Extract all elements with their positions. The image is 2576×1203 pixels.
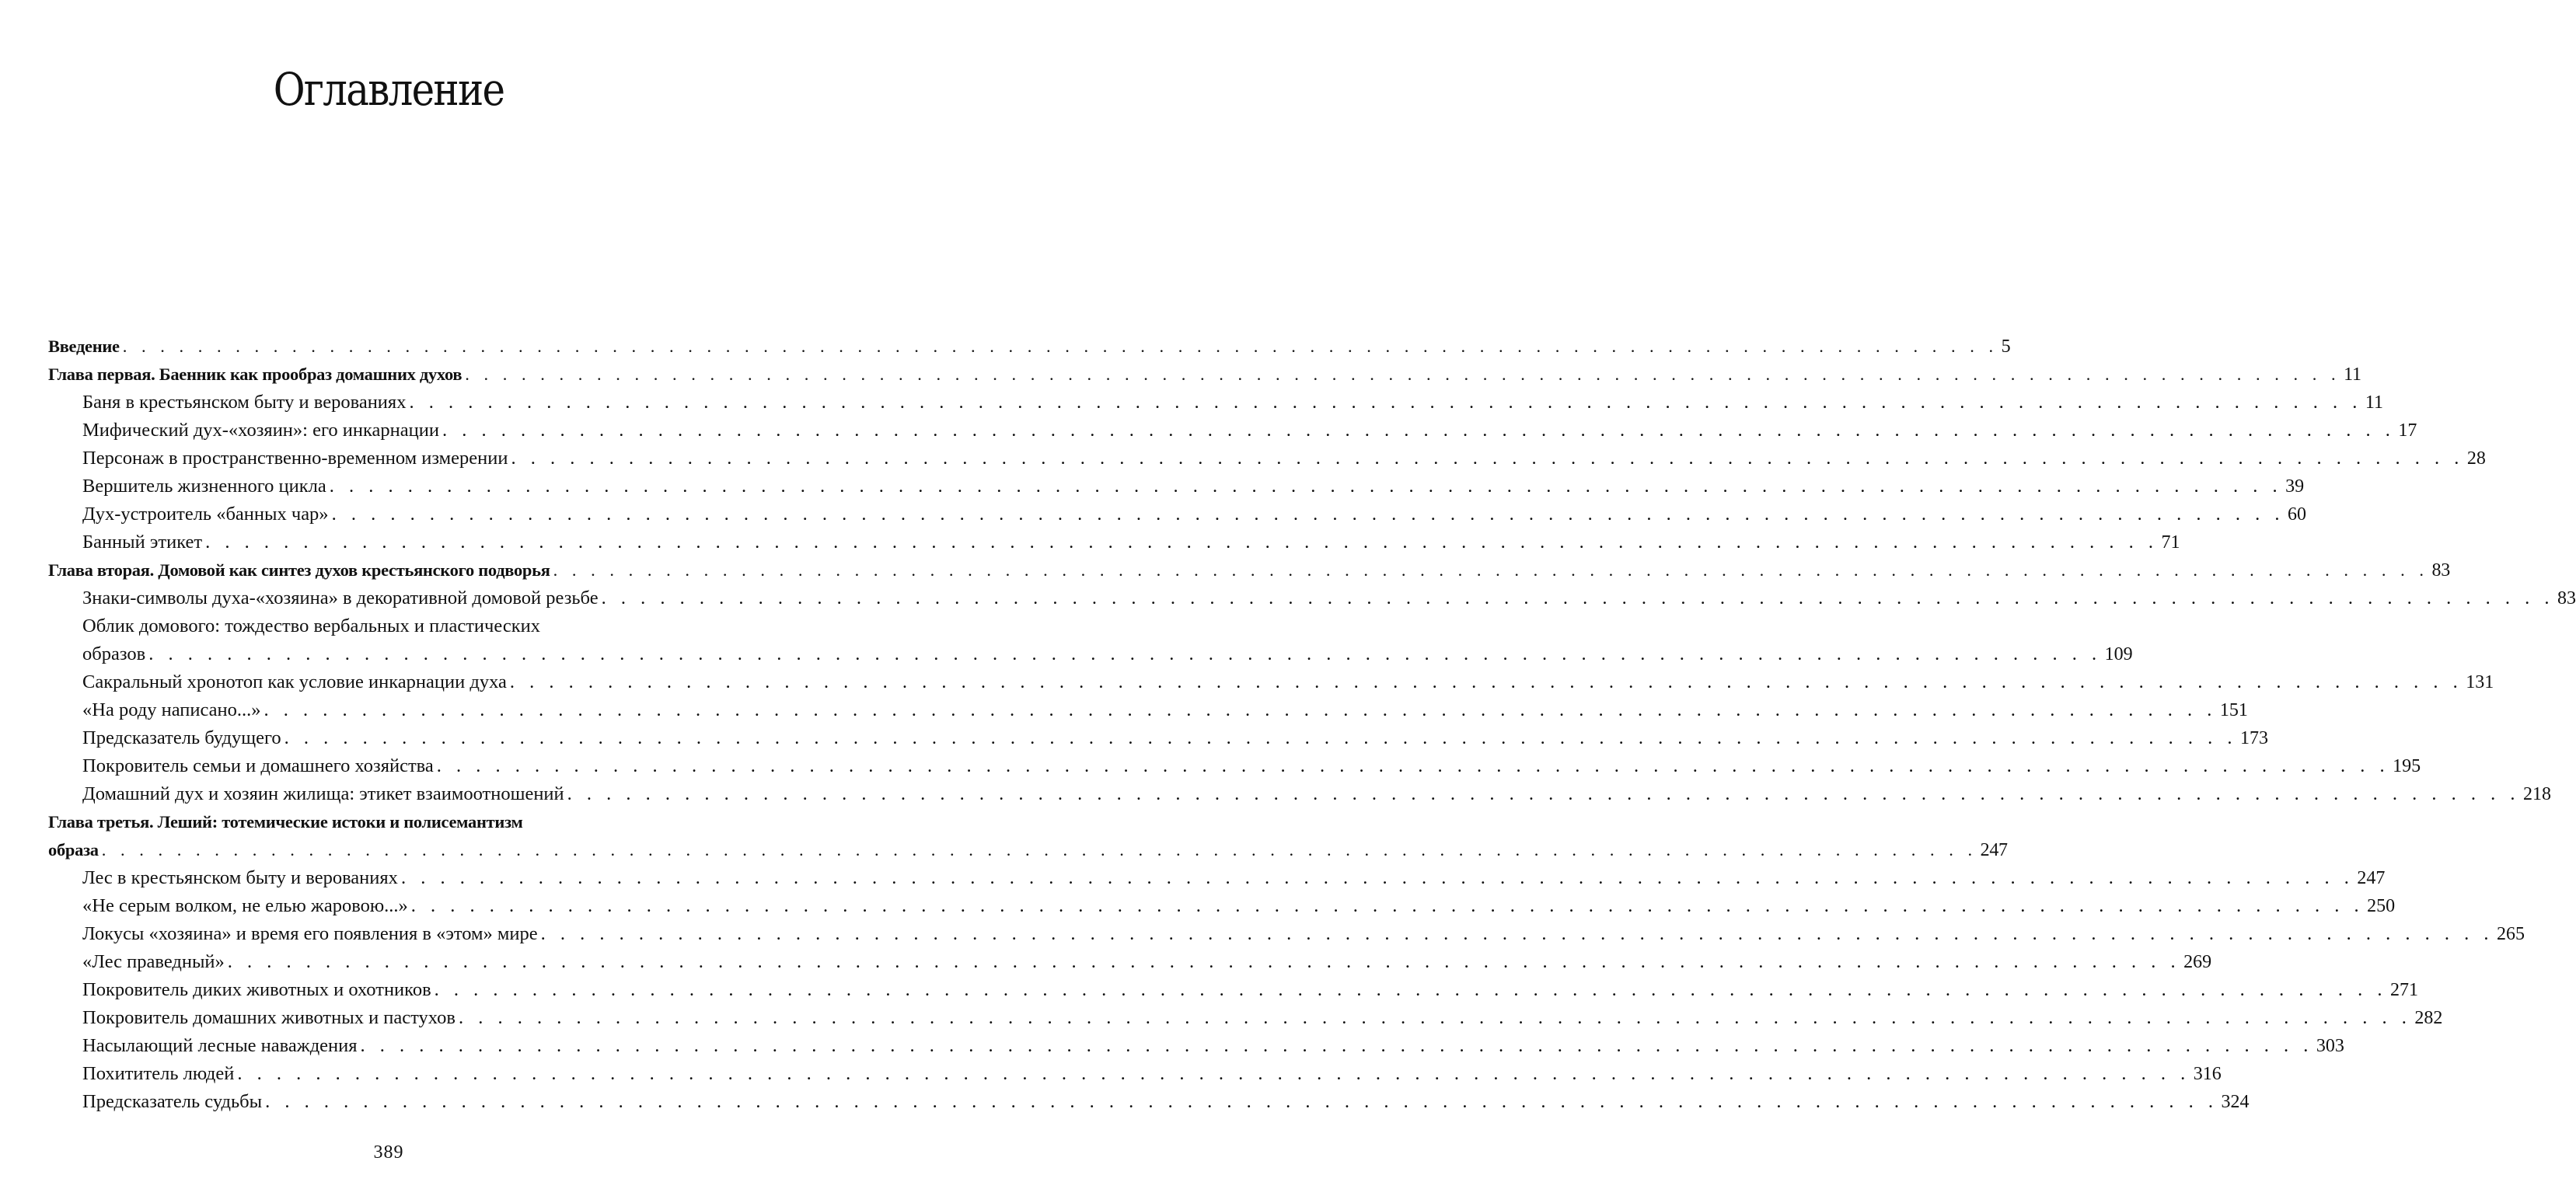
toc-entry-title: Введение	[48, 336, 120, 356]
dot-leader: . . . . . . . . . . . . . . . . . . . . . . . . . . . . . . . . . . . . . . . . . . . . . . . . . . . . . . . . . . . . . . . . . . . . . . . . . . . . . . . . . . . . . . . . . . . . . . . . . . . .	[436, 755, 2390, 776]
toc-entry-intro[interactable]	[48, 333, 2011, 361]
toc-entry[interactable]	[48, 1088, 2250, 1116]
toc-entry[interactable]	[48, 1032, 2344, 1060]
toc-entry-title: Банный этикет	[82, 532, 203, 553]
toc-entry-title: Локусы «хозяина» и время его появления в «этом» мире	[82, 923, 538, 944]
toc-entry-title: «На роду написано...»	[82, 699, 261, 720]
toc-entry-title: Сакральный хронотоп как условие инкарнации духа	[82, 671, 507, 692]
toc-entry-page: 109	[2104, 644, 2133, 664]
toc-entry[interactable]	[48, 472, 2305, 500]
toc-entry-title: Предсказатель судьбы	[82, 1091, 263, 1112]
toc-entry-page: 316	[2193, 1064, 2222, 1084]
toc-entry-page: 131	[2466, 672, 2494, 692]
toc-entry-page: 271	[2390, 980, 2419, 1000]
dot-leader: . . . . . . . . . . . . . . . . . . . . . . . . . . . . . . . . . . . . . . . . . . . . . . . . . . . . . . . . . . . . . . . . . . . . . . . . . . . . . . . . . . . . . . . . . . . . . . . . . . . .	[410, 895, 2365, 916]
dot-leader: . . . . . . . . . . . . . . . . . . . . . . . . . . . . . . . . . . . . . . . . . . . . . . . . . . . . . . . . . . . . . . . . . . . . . . . . . . . . . . . . . . . . . . . . . . . . . . . . . . . .	[264, 699, 2217, 720]
toc-entry[interactable]	[48, 724, 2269, 752]
dot-leader: . . . . . . . . . . . . . . . . . . . . . . . . . . . . . . . . . . . . . . . . . . . . . . . . . . . . . . . . . . . . . . . . . . . . . . . . . . . . . . . . . . . . . . . . . . . . . . . . . . . .	[148, 643, 2102, 664]
toc-entry-page: 11	[2344, 364, 2361, 385]
toc-entry-chapter-3[interactable]	[48, 836, 2008, 864]
toc-entry[interactable]	[48, 528, 2180, 556]
dot-leader: . . . . . . . . . . . . . . . . . . . . . . . . . . . . . . . . . . . . . . . . . . . . . . . . . . . . . . . . . . . . . . . . . . . . . . . . . . . . . . . . . . . . . . . . . . . . . . . . . . . .	[331, 504, 2285, 525]
toc-entry-page: 282	[2414, 1008, 2443, 1028]
dot-leader: . . . . . . . . . . . . . . . . . . . . . . . . . . . . . . . . . . . . . . . . . . . . . . . . . . . . . . . . . . . . . . . . . . . . . . . . . . . . . . . . . . . . . . . . . . . . . . . . . . . .	[509, 671, 2463, 692]
toc-entry-title: Покровитель семьи и домашнего хозяйства	[82, 755, 434, 776]
toc-entry-page: 71	[2161, 532, 2180, 553]
toc-entry-title: Похититель людей	[82, 1063, 235, 1084]
toc-entry-title: Мифический дух-«хозяин»: его инкарнации	[82, 420, 439, 441]
page-number: 389	[373, 1142, 404, 1163]
toc-entry-title: Покровитель домашних животных и пастухов	[82, 1007, 456, 1028]
toc-entry[interactable]	[48, 1060, 2222, 1088]
dot-leader: . . . . . . . . . . . . . . . . . . . . . . . . . . . . . . . . . . . . . . . . . . . . . . . . . . . . . . . . . . . . . . . . . . . . . . . . . . . . . . . . . . . . . . . . . . . . . . . . . . . .	[567, 783, 2521, 804]
toc-entry-title: «Лес праведный»	[82, 951, 225, 972]
toc-entry[interactable]	[48, 1004, 2443, 1032]
dot-leader: . . . . . . . . . . . . . . . . . . . . . . . . . . . . . . . . . . . . . . . . . . . . . . . . . . . . . . . . . . . . . . . . . . . . . . . . . . . . . . . . . . . . . . . . . . . . . . . . . . . .	[284, 727, 2238, 748]
dot-leader: . . . . . . . . . . . . . . . . . . . . . . . . . . . . . . . . . . . . . . . . . . . . . . . . . . . . . . . . . . . . . . . . . . . . . . . . . . . . . . . . . . . . . . . . . . . . . . . . . . . .	[553, 560, 2429, 580]
toc-entry-title: Глава вторая. Домовой как синтез духов крестьянского подворья	[48, 560, 550, 580]
dot-leader: . . . . . . . . . . . . . . . . . . . . . . . . . . . . . . . . . . . . . . . . . . . . . . . . . . . . . . . . . . . . . . . . . . . . . . . . . . . . . . . . . . . . . . . . . . . . . . . . . . . .	[601, 588, 2554, 608]
toc-entry-page: 218	[2523, 784, 2552, 804]
toc-entry-title: «Не серым волком, не елью жаровою...»	[82, 895, 408, 916]
dot-leader: . . . . . . . . . . . . . . . . . . . . . . . . . . . . . . . . . . . . . . . . . . . . . . . . . . . . . . . . . . . . . . . . . . . . . . . . . . . . . . . . . . . . . . . . . . . . . . . . . . . .	[434, 979, 2388, 1000]
dot-leader: . . . . . . . . . . . . . . . . . . . . . . . . . . . . . . . . . . . . . . . . . . . . . . . . . . . . . . . . . . . . . . . . . . . . . . . . . . . . . . . . . . . . . . . . . . . . . . . . . . . .	[265, 1091, 2218, 1112]
toc-entry-title: Дух-устроитель «банных чар»	[82, 504, 329, 525]
toc-entry[interactable]	[48, 584, 2576, 612]
toc-entry[interactable]	[48, 389, 2383, 417]
toc-entry-title: Баня в крестьянском быту и верованиях	[82, 392, 407, 413]
dot-leader: . . . . . . . . . . . . . . . . . . . . . . . . . . . . . . . . . . . . . . . . . . . . . . . . . . . . . . . . . . . . . . . . . . . . . . . . . . . . . . . . . . . . . . . . . . . . . . . . . . . .	[465, 364, 2341, 384]
toc-entry-page: 303	[2316, 1036, 2344, 1056]
dot-leader: . . . . . . . . . . . . . . . . . . . . . . . . . . . . . . . . . . . . . . . . . . . . . . . . . . . . . . . . . . . . . . . . . . . . . . . . . . . . . . . . . . . . . . . . . . . . . . . . . . . .	[511, 448, 2464, 469]
dot-leader: . . . . . . . . . . . . . . . . . . . . . . . . . . . . . . . . . . . . . . . . . . . . . . . . . . . . . . . . . . . . . . . . . . . . . . . . . . . . . . . . . . . . . . . . . . . . . . . . . . . .	[205, 532, 2159, 553]
toc-entry-title: Глава первая. Баенник как прообраз домашних духов	[48, 364, 462, 384]
toc-entry-page: 83	[2557, 588, 2576, 608]
toc-entry-page: 39	[2285, 476, 2305, 497]
toc-entry-page: 269	[2183, 952, 2212, 972]
toc-entry-title: Покровитель диких животных и охотников	[82, 979, 431, 1000]
toc-entry-page: 247	[2357, 868, 2386, 888]
toc-entry-title: Лес в крестьянском быту и верованиях	[82, 867, 398, 888]
toc-entry-title: Знаки-символы духа-«хозяина» в декоративной домовой резьбе	[82, 588, 599, 608]
toc-entry[interactable]	[48, 640, 2133, 668]
toc-entry-title: образов	[82, 643, 146, 664]
toc-entry-title: образа	[48, 840, 99, 860]
toc-entry-chapter-2[interactable]	[48, 556, 2450, 584]
toc-entry-page: 60	[2287, 504, 2306, 525]
toc-entry[interactable]	[48, 780, 2552, 808]
toc-entry-title: Персонаж в пространственно-временном измерении	[82, 448, 508, 469]
toc-entry-chapter-1[interactable]	[48, 361, 2361, 389]
toc-entry-page: 5	[2001, 336, 2011, 357]
dot-leader: . . . . . . . . . . . . . . . . . . . . . . . . . . . . . . . . . . . . . . . . . . . . . . . . . . . . . . . . . . . . . . . . . . . . . . . . . . . . . . . . . . . . . . . . . . . . . . . . . . . .	[409, 392, 2362, 413]
toc-entry-title: Насылающий лесные наваждения	[82, 1035, 358, 1056]
table-of-contents	[48, 333, 2576, 1116]
toc-entry[interactable]	[48, 920, 2525, 948]
toc-entry-title: Вершитель жизненного цикла	[82, 476, 326, 497]
toc-entry-page: 28	[2466, 448, 2486, 469]
toc-entry-page: 195	[2393, 756, 2421, 776]
dot-leader: . . . . . . . . . . . . . . . . . . . . . . . . . . . . . . . . . . . . . . . . . . . . . . . . . . . . . . . . . . . . . . . . . . . . . . . . . . . . . . . . . . . . . . . . . . . . . . . . . . . .	[227, 951, 2181, 972]
toc-entry[interactable]	[48, 445, 2486, 472]
toc-entry[interactable]	[48, 417, 2417, 445]
toc-entry[interactable]	[48, 864, 2386, 892]
toc-entry[interactable]	[48, 500, 2306, 528]
toc-entry[interactable]	[48, 948, 2212, 976]
toc-entry-title: Домашний дух и хозяин жилища: этикет взаимоотношений	[82, 783, 564, 804]
toc-entry[interactable]	[48, 752, 2421, 780]
toc-entry-page: 324	[2221, 1092, 2250, 1112]
toc-entry-chapter-3-title-line: Глава третья. Леший: тотемические истоки и полисемантизм	[48, 812, 523, 832]
page-title: Оглавление	[273, 63, 504, 116]
dot-leader: . . . . . . . . . . . . . . . . . . . . . . . . . . . . . . . . . . . . . . . . . . . . . . . . . . . . . . . . . . . . . . . . . . . . . . . . . . . . . . . . . . . . . . . . . . . . . . . . . . . .	[237, 1063, 2190, 1084]
toc-entry-page: 247	[1980, 840, 2008, 860]
dot-leader: . . . . . . . . . . . . . . . . . . . . . . . . . . . . . . . . . . . . . . . . . . . . . . . . . . . . . . . . . . . . . . . . . . . . . . . . . . . . . . . . . . . . . . . . . . . . . . . . . . . .	[400, 867, 2354, 888]
toc-entry[interactable]	[48, 668, 2494, 696]
dot-leader: . . . . . . . . . . . . . . . . . . . . . . . . . . . . . . . . . . . . . . . . . . . . . . . . . . . . . . . . . . . . . . . . . . . . . . . . . . . . . . . . . . . . . . . . . . . . . . . . . . . .	[540, 923, 2494, 944]
dot-leader: . . . . . . . . . . . . . . . . . . . . . . . . . . . . . . . . . . . . . . . . . . . . . . . . . . . . . . . . . . . . . . . . . . . . . . . . . . . . . . . . . . . . . . . . . . . . . . . . . . . .	[329, 476, 2283, 497]
toc-entry-page: 250	[2367, 896, 2396, 916]
toc-entry-title: Предсказатель будущего	[82, 727, 281, 748]
dot-leader: . . . . . . . . . . . . . . . . . . . . . . . . . . . . . . . . . . . . . . . . . . . . . . . . . . . . . . . . . . . . . . . . . . . . . . . . . . . . . . . . . . . . . . . . . . . . . . . . . . . .	[442, 420, 2396, 441]
dot-leader: . . . . . . . . . . . . . . . . . . . . . . . . . . . . . . . . . . . . . . . . . . . . . . . . . . . . . . . . . . . . . . . . . . . . . . . . . . . . . . . . . . . . . . . . . . . . . . . . . . . .	[122, 336, 1998, 356]
toc-entry-page: 151	[2219, 700, 2248, 720]
dot-leader: . . . . . . . . . . . . . . . . . . . . . . . . . . . . . . . . . . . . . . . . . . . . . . . . . . . . . . . . . . . . . . . . . . . . . . . . . . . . . . . . . . . . . . . . . . . . . . . . . . . .	[360, 1035, 2313, 1056]
toc-entry-page: 265	[2497, 924, 2525, 944]
toc-entry-page: 11	[2365, 392, 2383, 413]
toc-entry-page: 83	[2431, 560, 2450, 581]
toc-entry-title-line: Облик домового: тождество вербальных и пластических	[82, 615, 540, 636]
toc-entry[interactable]	[48, 892, 2396, 920]
toc-entry-page: 173	[2240, 728, 2269, 748]
dot-leader: . . . . . . . . . . . . . . . . . . . . . . . . . . . . . . . . . . . . . . . . . . . . . . . . . . . . . . . . . . . . . . . . . . . . . . . . . . . . . . . . . . . . . . . . . . . . . . . . . . . .	[101, 840, 1977, 860]
toc-entry[interactable]	[48, 696, 2248, 724]
toc-entry-page: 17	[2398, 420, 2417, 441]
toc-entry[interactable]	[48, 976, 2419, 1004]
dot-leader: . . . . . . . . . . . . . . . . . . . . . . . . . . . . . . . . . . . . . . . . . . . . . . . . . . . . . . . . . . . . . . . . . . . . . . . . . . . . . . . . . . . . . . . . . . . . . . . . . . . .	[458, 1007, 2412, 1028]
